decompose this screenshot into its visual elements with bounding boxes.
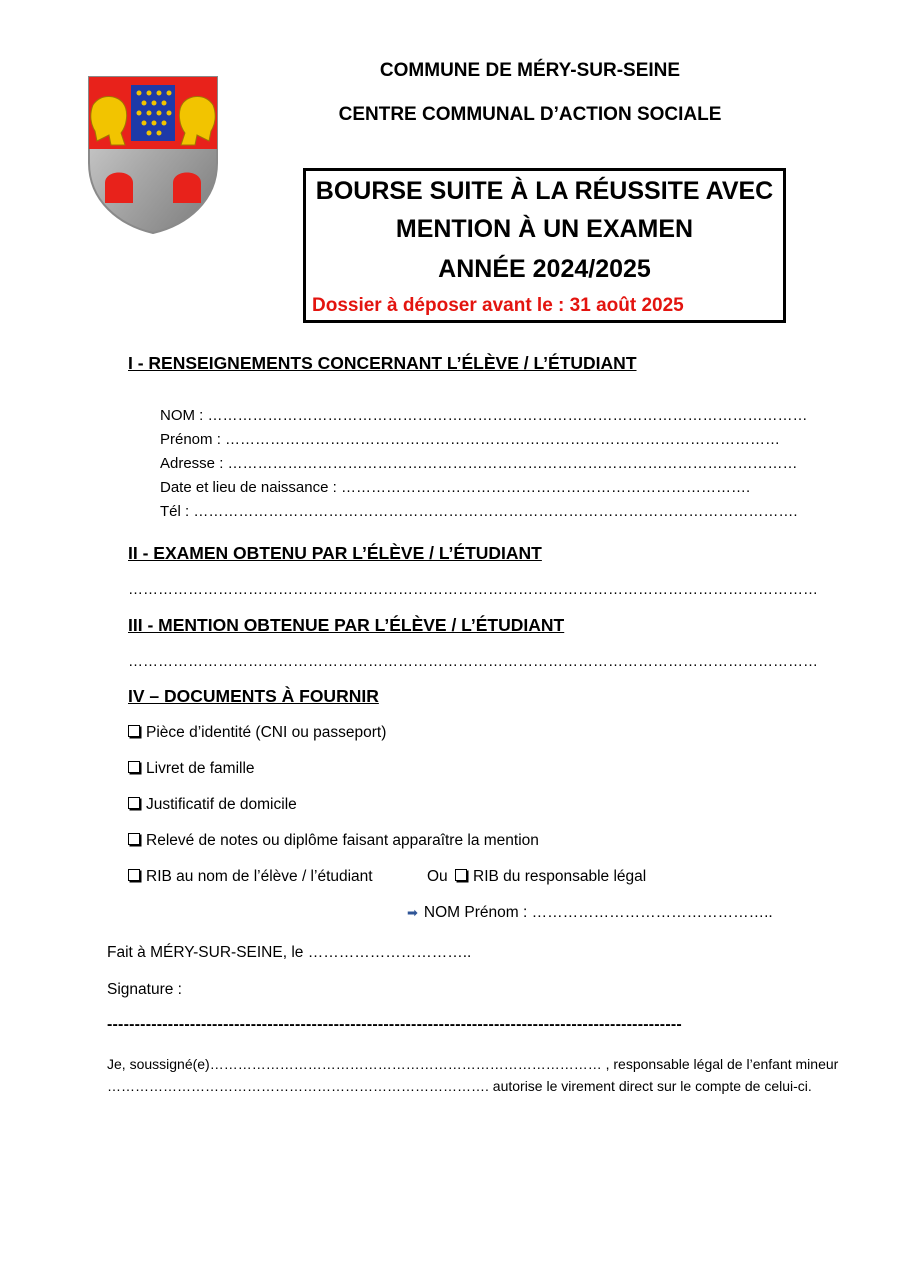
fait-a-line[interactable]: Fait à MÉRY-SUR-SEINE, le ………………………….. bbox=[107, 944, 472, 961]
doc-label: Justificatif de domicile bbox=[146, 796, 297, 813]
authorization-line-2[interactable]: ………………………………………………………………………. autorise le virement direct sur le compte de celui-ci. bbox=[107, 1078, 812, 1094]
field-label: Adresse : bbox=[160, 455, 228, 472]
checkbox-icon[interactable] bbox=[128, 869, 140, 881]
field-label: NOM : bbox=[160, 407, 208, 424]
authorization-line-1[interactable]: Je, soussigné(e)………………………………………………………………………… , responsable légal de l’enfant mineur bbox=[107, 1056, 839, 1072]
doc-label: RIB du responsable légal bbox=[473, 868, 647, 885]
doc-item-domicile[interactable] bbox=[128, 796, 297, 814]
checkbox-icon[interactable] bbox=[128, 761, 140, 773]
field-dots: ………………………………………………………………………………………………… bbox=[225, 431, 781, 448]
title-line-2: MENTION À UN EXAMEN bbox=[395, 215, 694, 243]
checkbox-icon[interactable] bbox=[128, 725, 140, 737]
title-line-3: ANNÉE 2024/2025 bbox=[438, 255, 651, 283]
mention-field[interactable]: ………………………………………………………………………………………………………………………… bbox=[128, 653, 818, 670]
field-adresse[interactable] bbox=[160, 455, 798, 472]
section-2-heading: II - EXAMEN OBTENU PAR L’ÉLÈVE / L’ÉTUDIANT bbox=[128, 543, 542, 563]
title-box bbox=[303, 168, 786, 323]
field-label: Date et lieu de naissance : bbox=[160, 479, 341, 496]
field-naissance[interactable] bbox=[160, 479, 750, 496]
checkbox-icon[interactable] bbox=[128, 833, 140, 845]
doc-item-livret[interactable] bbox=[128, 760, 255, 778]
checkbox-icon[interactable] bbox=[455, 869, 467, 881]
field-label: Prénom : bbox=[160, 431, 226, 448]
field-dots: …………………………………………………………………………………………………… bbox=[227, 455, 798, 472]
doc-item-rib-eleve[interactable] bbox=[128, 868, 373, 886]
field-dots: …………………………………………………………………………………………………………. bbox=[193, 503, 798, 520]
nom-prenom-label: NOM Prénom : ……………………………………….. bbox=[423, 904, 773, 921]
nom-prenom-line[interactable] bbox=[407, 904, 773, 922]
checkbox-icon[interactable] bbox=[128, 797, 140, 809]
field-dots: ………………………………………………………………………. bbox=[340, 479, 751, 496]
field-nom[interactable] bbox=[160, 407, 808, 424]
field-tel[interactable] bbox=[160, 503, 798, 520]
section-4-heading: IV – DOCUMENTS À FOURNIR bbox=[128, 686, 379, 706]
field-label: Tél : bbox=[160, 503, 194, 520]
doc-item-rib-responsable[interactable] bbox=[427, 868, 646, 886]
ccas-title: CENTRE COMMUNAL D’ACTION SOCIALE bbox=[338, 104, 722, 125]
doc-label: RIB au nom de l’élève / l’étudiant bbox=[146, 868, 373, 885]
commune-title: COMMUNE DE MÉRY-SUR-SEINE bbox=[379, 60, 681, 81]
field-dots: ………………………………………………………………………………………………………… bbox=[207, 407, 808, 424]
coat-of-arms-icon bbox=[87, 75, 219, 235]
doc-label: Livret de famille bbox=[146, 760, 255, 777]
field-prenom[interactable] bbox=[160, 431, 780, 448]
exam-field[interactable]: ………………………………………………………………………………………………………………………… bbox=[128, 581, 818, 598]
title-line-1: BOURSE SUITE À LA RÉUSSITE AVEC bbox=[315, 177, 774, 205]
signature-label: Signature : bbox=[107, 981, 182, 998]
section-3-heading: III - MENTION OBTENUE PAR L’ÉLÈVE / L’ÉTUDIANT bbox=[128, 615, 565, 635]
deadline-notice: Dossier à déposer avant le : 31 août 2025 bbox=[312, 295, 684, 316]
doc-label: Pièce d’identité (CNI ou passeport) bbox=[146, 724, 387, 741]
doc-item-identite[interactable] bbox=[128, 724, 386, 742]
arrow-right-icon: ➡ bbox=[407, 905, 418, 920]
separator-line: -------------------------------------------------------------------------------------------------------- bbox=[107, 1016, 682, 1033]
section-1-heading: I - RENSEIGNEMENTS CONCERNANT L’ÉLÈVE / L’ÉTUDIANT bbox=[128, 353, 637, 373]
doc-item-releve[interactable] bbox=[128, 832, 539, 850]
or-label: Ou bbox=[427, 868, 448, 885]
doc-label: Relevé de notes ou diplôme faisant apparaître la mention bbox=[146, 832, 539, 849]
